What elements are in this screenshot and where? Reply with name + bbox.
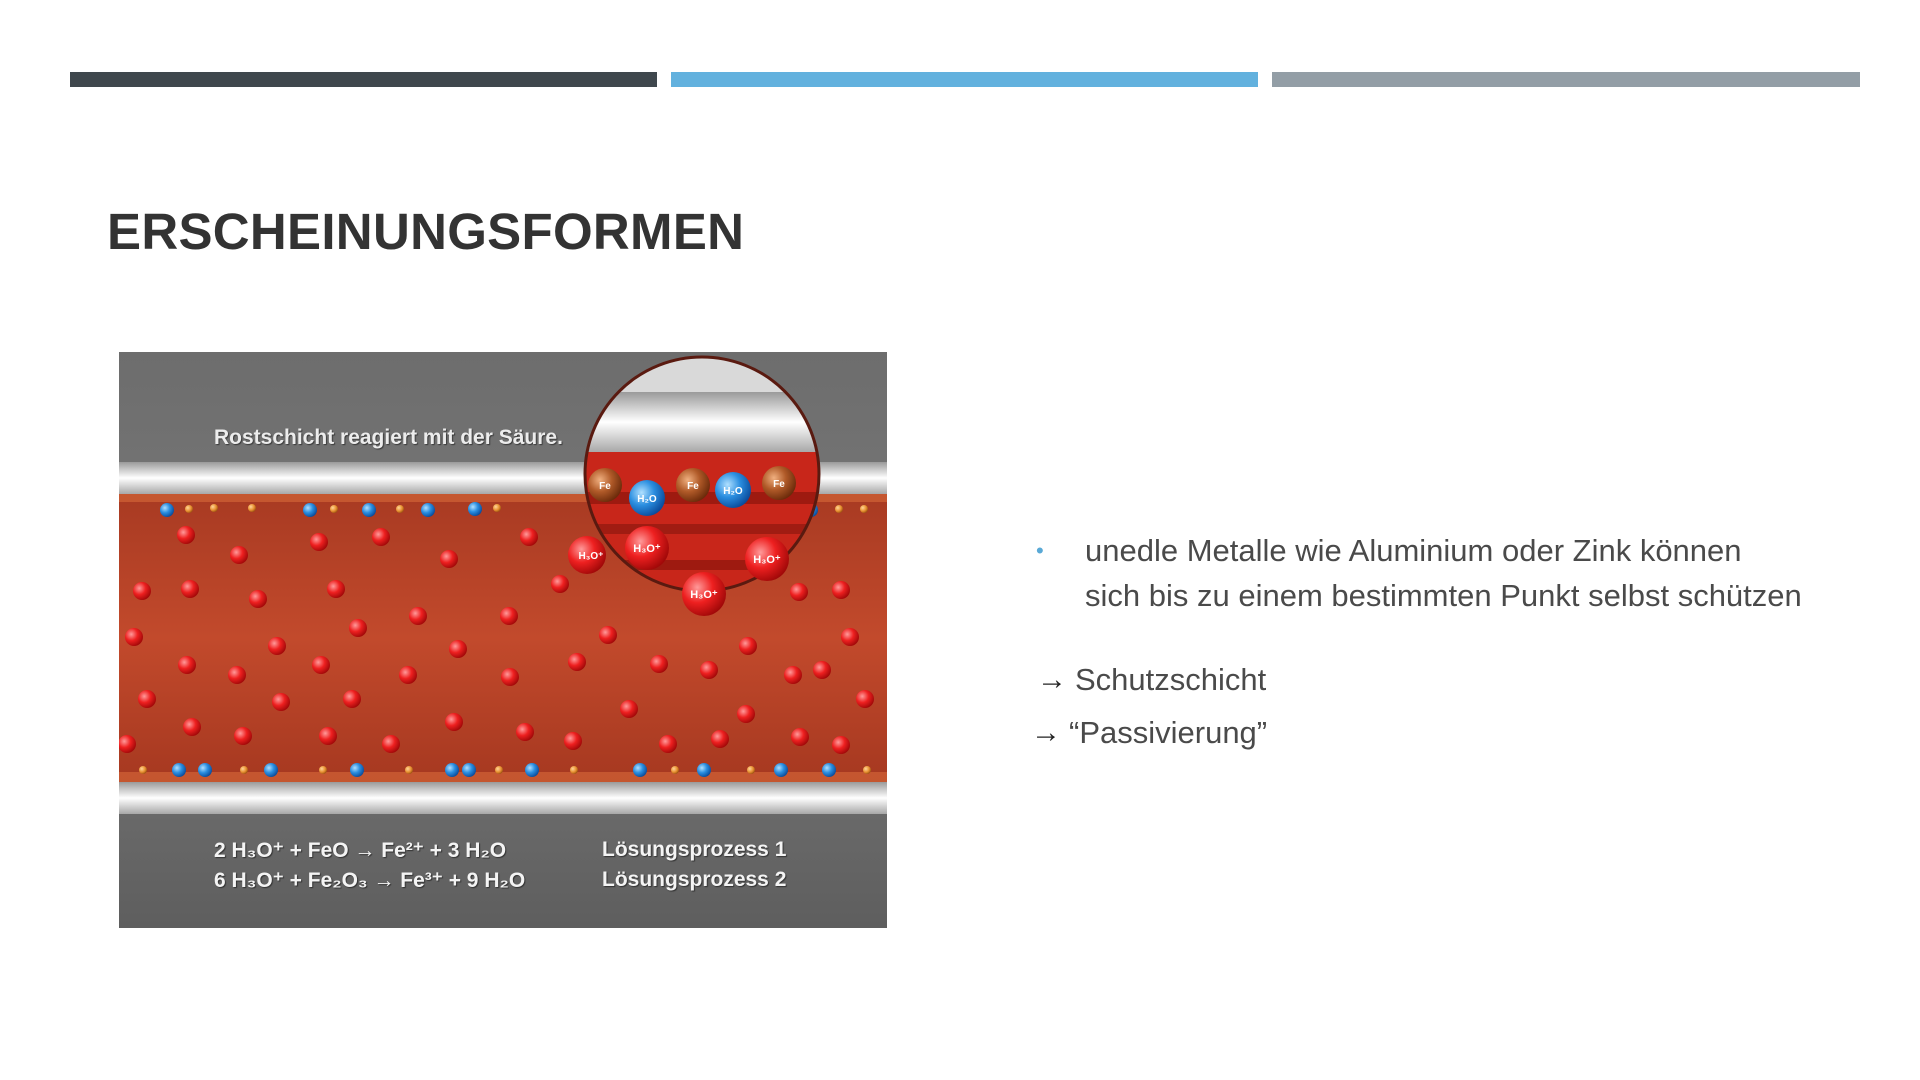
equation-2: 6 H₃O⁺ + Fe₂O₃ → Fe³⁺ + 9 H₂O <box>214 869 526 892</box>
fe-label-1: Fe <box>599 481 611 492</box>
equation-1: 2 H₃O⁺ + FeO → Fe²⁺ + 3 H₂O <box>214 839 507 862</box>
bullet-text: unedle Metalle wie Aluminium oder Zink können sich bis zu einem bestimmten Punkt selbst schützen <box>1085 533 1802 613</box>
fe-label-2: Fe <box>687 481 699 492</box>
arrow-item-passivierung <box>1031 715 1267 751</box>
top-accent-bar-blue <box>671 72 1258 87</box>
right-arrow-icon: → <box>1037 663 1067 696</box>
top-accent-bar-gray <box>1272 72 1860 87</box>
h3o-label-2: H₃O⁺ <box>633 543 661 555</box>
h3o-label-4: H₃O⁺ <box>690 589 718 601</box>
h3o-label-3: H₃O⁺ <box>753 554 781 566</box>
slide-title: ERSCHEINUNGSFORMEN <box>107 203 745 260</box>
right-arrow-icon: → <box>1031 716 1061 749</box>
h2o-label-2: H₂O <box>723 486 743 497</box>
arrow-item-schutzschicht <box>1037 662 1266 698</box>
arrow-item-label: “Passivierung” <box>1069 715 1268 750</box>
corrosion-illustration <box>119 352 887 928</box>
top-accent-bar-dark <box>70 72 657 87</box>
arrow-item-label: Schutzschicht <box>1075 662 1267 697</box>
fe-label-3: Fe <box>773 479 785 490</box>
process-label-2: Lösungsprozess 2 <box>602 868 787 891</box>
illustration-caption: Rostschicht reagiert mit der Säure. <box>214 426 563 449</box>
bullet-dot-icon: • <box>1036 538 1044 563</box>
process-label-1: Lösungsprozess 1 <box>602 838 787 861</box>
h3o-label-1: H₃O⁺ <box>578 551 604 562</box>
h2o-label-1: H₂O <box>637 494 657 505</box>
